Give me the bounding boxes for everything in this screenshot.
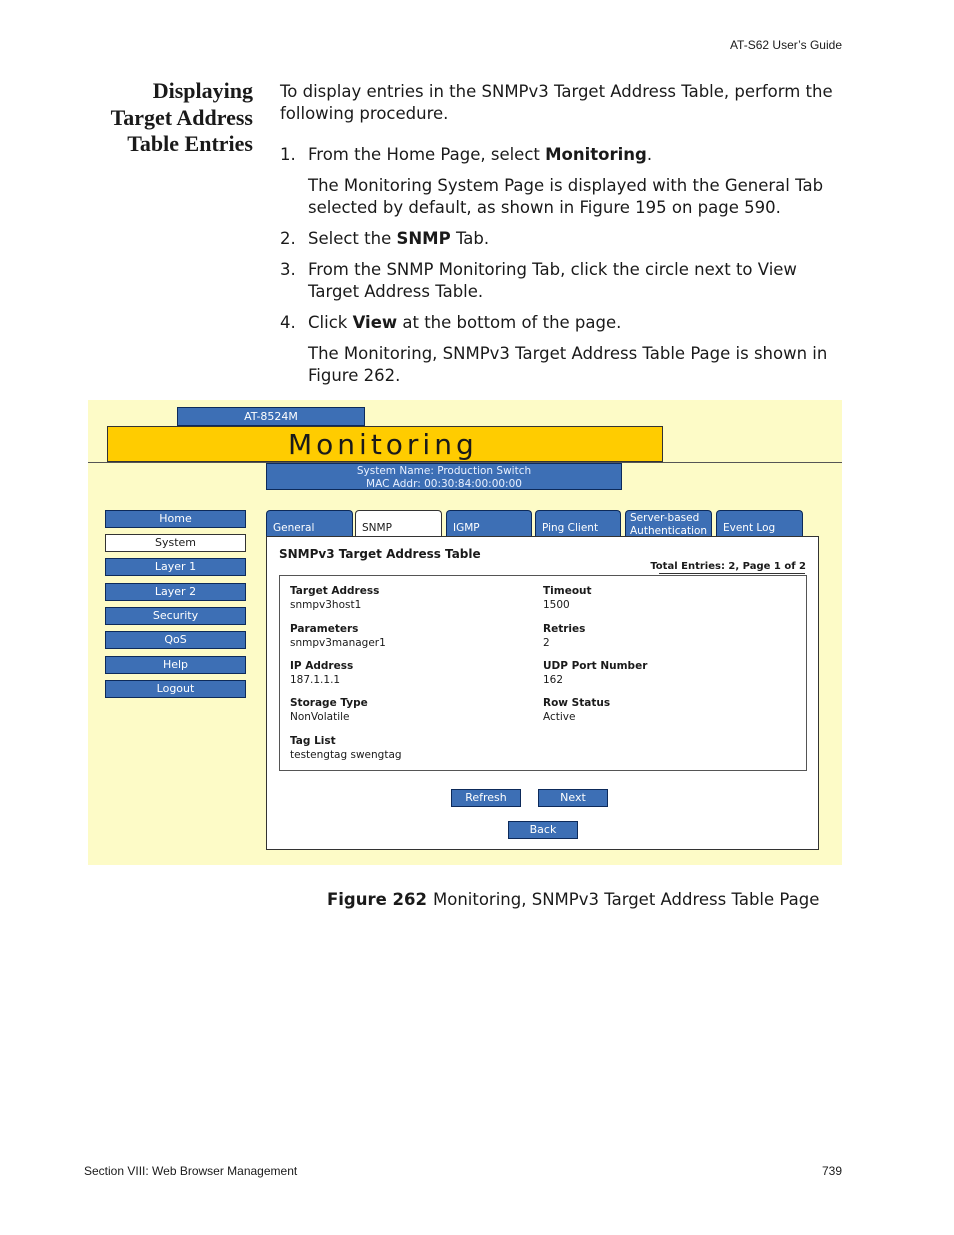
step-text-post: . [646,145,653,164]
tab-snmp[interactable]: SNMP [355,510,442,538]
system-info-box [266,463,622,490]
model-label: AT-8524M [177,407,365,426]
field-label: Storage Type [290,697,368,709]
field-value: 162 [543,674,564,686]
total-entries-underline [659,573,805,574]
footer-section: Section VIII: Web Browser Management [84,1164,298,1178]
field-value: snmpv3manager1 [290,637,386,649]
field-row-status [543,696,610,724]
step-text-bold: View [352,313,398,332]
field-label: Row Status [543,697,611,709]
step-text [308,228,838,250]
step-text [308,144,838,166]
field-target-address [290,584,379,612]
field-retries [543,622,585,650]
field-value: Active [543,711,576,723]
back-button[interactable]: Back [508,821,578,839]
panel-title: SNMPv3 Target Address Table [279,547,481,561]
step-text: From the SNMP Monitoring Tab, click the circle next to View Target Address Table. [308,260,797,301]
nav-qos-button[interactable]: QoS [105,631,246,649]
tab-igmp[interactable]: IGMP [446,510,532,537]
mac-address: MAC Addr: 00:30:84:00:00:00 [366,477,522,490]
nav-security-button[interactable]: Security [105,607,246,625]
section-heading-line: Displaying [152,78,253,103]
step-text-pre: Select the [308,229,397,248]
figure-caption-text: Monitoring, SNMPv3 Target Address Table Page [433,890,820,909]
page-title: Monitoring [288,428,478,461]
next-button[interactable]: Next [538,789,608,807]
field-value: 187.1.1.1 [290,674,341,686]
tab-ping-client[interactable]: Ping Client [535,510,621,537]
figure-caption [327,890,819,909]
field-storage-type [290,696,368,724]
field-tag-list [290,734,402,762]
page-title-bar [107,426,663,462]
step-number: 3. [280,260,296,279]
field-value: 2 [543,637,550,649]
tab-server-based-authentication[interactable]: Server-based Authentication [625,510,712,537]
step-4-note: The Monitoring, SNMPv3 Target Address Table Page is shown in Figure 262. [308,344,828,385]
step-text-post: Tab. [450,229,490,248]
system-name: System Name: Production Switch [356,465,532,477]
step-number: 4. [280,313,296,332]
field-value: testengtag swengtag [290,749,402,761]
section-heading [40,78,253,158]
figure-screenshot [88,400,842,865]
field-udp-port-number [543,659,647,687]
nav-layer1-button[interactable]: Layer 1 [105,558,246,576]
nav-system-button[interactable]: System [105,534,246,552]
step-number: 2. [280,229,296,248]
section-heading-line: Table Entries [127,131,253,156]
step-text-pre: From the Home Page, select [308,145,546,164]
field-label: IP Address [290,660,354,672]
field-value: NonVolatile [290,711,350,723]
step-1-note: The Monitoring System Page is displayed with the General Tab selected by default, as shown in Figure 195 on page 590. [308,176,824,217]
nav-home-button[interactable]: Home [105,510,246,528]
footer-page-number: 739 [821,1164,842,1178]
step-text-post: at the bottom of the page. [397,313,622,332]
refresh-button[interactable]: Refresh [451,789,521,807]
nav-layer2-button[interactable]: Layer 2 [105,583,246,601]
step-text-pre: Click [308,313,353,332]
step-text-bold: Monitoring [545,145,647,164]
field-value: 1500 [543,599,570,611]
field-parameters [290,622,386,650]
nav-help-button[interactable]: Help [105,656,246,674]
field-value: snmpv3host1 [290,599,362,611]
nav-logout-button[interactable]: Logout [105,680,246,698]
intro-paragraph [280,81,840,125]
field-label: Tag List [290,735,336,747]
content-panel [266,536,819,850]
tab-general[interactable]: General [266,510,353,537]
field-label: Timeout [543,585,592,597]
field-label: UDP Port Number [543,660,648,672]
entry-box [279,575,807,771]
step-text [308,312,838,334]
field-label: Parameters [290,623,359,635]
total-entries: Total Entries: 2, Page 1 of 2 [650,561,806,572]
tab-event-log[interactable]: Event Log [716,510,803,537]
field-label: Target Address [290,585,380,597]
step-number: 1. [280,145,296,164]
intro-text: To display entries in the SNMPv3 Target Address Table, perform the following procedure. [280,82,833,123]
figure-label: Figure 262 [327,890,427,909]
field-label: Retries [543,623,586,635]
running-header: AT-S62 User’s Guide [729,38,842,52]
section-heading-line: Target Address [110,104,253,130]
field-ip-address [290,659,353,687]
field-timeout [543,584,592,612]
step-text-bold: SNMP [396,229,451,248]
